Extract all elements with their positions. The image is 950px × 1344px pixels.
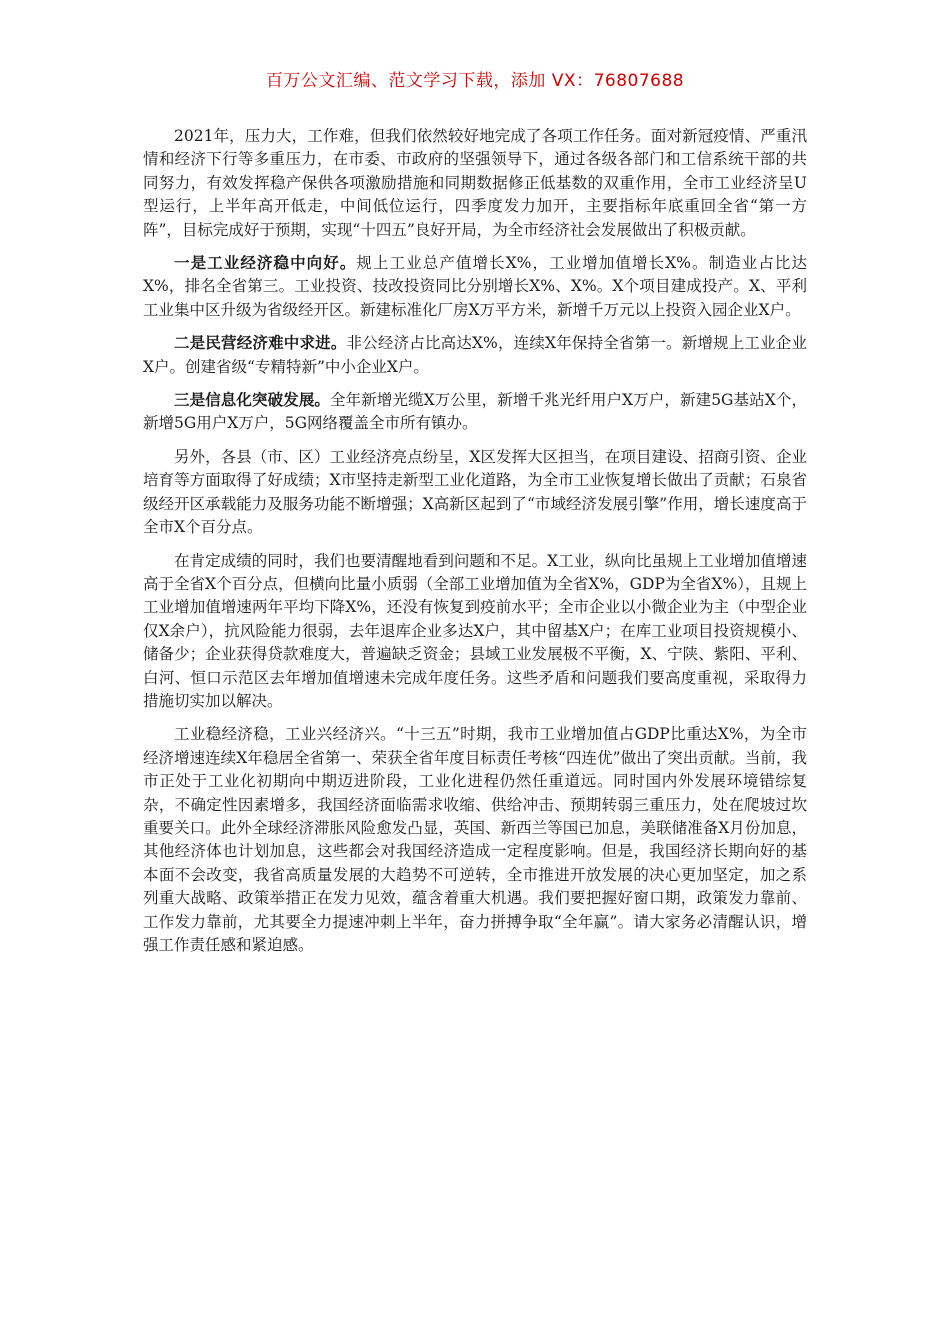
header-banner: 百万公文汇编、范文学习下载，添加 VX：76807688 (265, 71, 685, 91)
document-body (143, 125, 807, 967)
paragraph-problems: 在肯定成绩的同时，我们也要清醒地看到问题和不足。X工业，纵向比虽规上工业增加值增速高于全省X个百分点，但横向比量小质弱（全部工业增加值为全省X%，GDP为全省X%），且规上工业增加值增速两年平均下降X%，还没有恢复到疫前水平；全市企业以小微企业为主（中型企业仅X余户），抗风险能力很弱，去年退库企业多达X户，其中留基X户；在库工业项目投资规模小、储备少；企业获得贷款难度大，普遍缺乏资金；县域工业发展极不平衡，X、宁陕、紫阳、平利、白河、恒口示范区去年增加值增速未完成年度任务。这些矛盾和问题我们要高度重视，采取得力措施切实加以解决。 (143, 551, 807, 710)
paragraph-lead: 三是信息化突破发展。 (174, 391, 331, 410)
paragraph-county-highlights: 另外，各县（市、区）工业经济亮点纷呈，X区发挥大区担当，在项目建设、招商引资、企业培育等方面取得了好成绩；X市坚持走新型工业化道路，为全市工业恢复增长做出了贡献；石泉省级经开区承载能力及服务功能不断增强；X高新区起到了“市域经济发展引擎”作用，增长速度高于全市X个百分点。 (143, 447, 807, 537)
paragraph-private-economy: 二是民营经济难中求进。非公经济占比高达X%，连续X年保持全省第一。新增规上工业企业X户。创建省级“专精特新”中小企业X户。 (143, 334, 807, 376)
paragraph-industrial-economy: 一是工业经济稳中向好。规上工业总产值增长X%，工业增加值增长X%。制造业占比达X%，排名全省第三。工业投资、技改投资同比分别增长X%、X%。X个项目建成投产。X、平利工业集中区升级为省级经开区。新建标准化厂房X万平方米，新增千万元以上投资入园企业X户。 (143, 254, 807, 319)
paragraph-informatization: 三是信息化突破发展。全年新增光缆X万公里，新增千兆光纤用户X万户，新建5G基站X个，新增5G用户X万户，5G网络覆盖全市所有镇办。 (143, 391, 807, 433)
paragraph-intro: 2021年，压力大，工作难，但我们依然较好地完成了各项工作任务。面对新冠疫情、严重汛情和经济下行等多重压力，在市委、市政府的坚强领导下，通过各级各部门和工信系统干部的共同努力，有效发挥稳产保供各项激励措施和同期数据修正低基数的双重作用，全市工业经济呈U型运行，上半年高开低走，中间低位运行，四季度发力加开，主要指标年底重回全省“第一方阵”，目标完成好于预期，实现“十四五”良好开局，为全市经济社会发展做出了积极贡献。 (143, 127, 807, 239)
paragraph-outlook: 工业稳经济稳，工业兴经济兴。“十三五”时期，我市工业增加值占GDP比重达X%，为全市经济增速连续X年稳居全省第一、荣获全省年度目标责任考核“四连优”做出了突出贡献。当前，我市正处于工业化初期向中期迈进阶段，工业化进程仍然任重道远。同时国内外发展环境错综复杂，不确定性因素增多，我国经济面临需求收缩、供给冲击、预期转弱三重压力，处在爬坡过坎重要关口。此外全球经济滞胀风险愈发凸显，英国、新西兰等国已加息，美联储准备X月份加息，其他经济体也计划加息，这些都会对我国经济造成一定程度影响。但是，我国经济长期向好的基本面不会改变，我省高质量发展的大趋势不可逆转，全市推进开放发展的决心更加坚定，加之系列重大战略、政策举措正在发力见效，蕴含着重大机遇。我们要把握好窗口期，政策发力靠前、工作发力靠前，尤其要全力提速冲刺上半年，奋力拼搏争取“全年赢”。请大家务必清醒认识，增强工作责任感和紧迫感。 (143, 725, 807, 954)
paragraph-lead: 二是民营经济难中求进。 (174, 334, 347, 353)
paragraph-lead: 一是工业经济稳中向好。 (174, 254, 357, 273)
